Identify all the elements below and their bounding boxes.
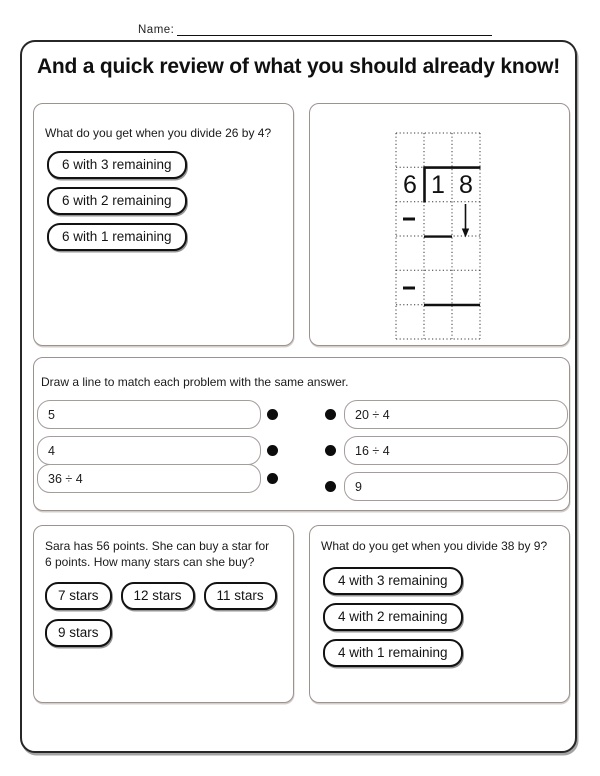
- long-division-diagram[interactable]: [310, 104, 567, 343]
- choice-pill[interactable]: 6 with 3 remaining: [47, 151, 187, 179]
- panel-sara-stars: [33, 525, 294, 703]
- match-left-item[interactable]: 36 ÷ 4: [37, 464, 261, 493]
- name-input-line[interactable]: [177, 21, 492, 36]
- match-dot-left[interactable]: [267, 473, 278, 484]
- match-row: [37, 436, 568, 465]
- question-text: What do you get when you divide 26 by 4?: [45, 126, 272, 140]
- match-dot-right[interactable]: [325, 445, 336, 456]
- choice-list: [34, 141, 293, 251]
- match-dot-left[interactable]: [267, 445, 278, 456]
- match-row: [37, 464, 568, 493]
- match-left-item[interactable]: 4: [37, 436, 261, 465]
- dividend-digit-tens: 1: [431, 171, 445, 199]
- divisor-digit: 6: [403, 171, 417, 199]
- dividend-digit-ones: 8: [459, 171, 473, 199]
- panel-divide-38: [309, 525, 570, 703]
- choice-pill[interactable]: 11 stars: [204, 582, 277, 610]
- question-text: What do you get when you divide 38 by 9?: [321, 539, 548, 553]
- match-right-item[interactable]: 16 ÷ 4: [344, 436, 568, 465]
- match-dot-left[interactable]: [267, 409, 278, 420]
- choice-pill[interactable]: 12 stars: [121, 582, 195, 610]
- match-left-item[interactable]: 5: [37, 400, 261, 429]
- choice-pill[interactable]: 7 stars: [45, 582, 112, 610]
- match-dot-right[interactable]: [325, 481, 336, 492]
- panel-long-division: [309, 103, 570, 346]
- choice-pill[interactable]: 4 with 1 remaining: [323, 639, 463, 667]
- panel-divide-26: [33, 103, 294, 346]
- match-dot-right[interactable]: [325, 409, 336, 420]
- page-title: And a quick review of what you should already know!: [36, 55, 561, 78]
- worksheet-frame: [20, 40, 577, 753]
- choice-pill[interactable]: 4 with 3 remaining: [323, 567, 463, 595]
- panel-matching: [33, 357, 570, 511]
- question-text: Sara has 56 points. She can buy a star for 6 points. How many stars can she buy?: [45, 539, 270, 569]
- match-row: [37, 400, 568, 429]
- choice-list: [34, 570, 293, 647]
- choice-pill[interactable]: 4 with 2 remaining: [323, 603, 463, 631]
- name-label: Name:: [138, 24, 175, 36]
- choice-pill[interactable]: 6 with 2 remaining: [47, 187, 187, 215]
- choice-list: [310, 554, 569, 667]
- match-right-item[interactable]: 20 ÷ 4: [344, 400, 568, 429]
- matching-instruction: Draw a line to match each problem with the same answer.: [41, 375, 349, 389]
- choice-pill[interactable]: 9 stars: [45, 619, 112, 647]
- bring-down-arrow: [462, 204, 469, 238]
- match-right-item[interactable]: 9: [344, 472, 568, 501]
- choice-pill[interactable]: 6 with 1 remaining: [47, 223, 187, 251]
